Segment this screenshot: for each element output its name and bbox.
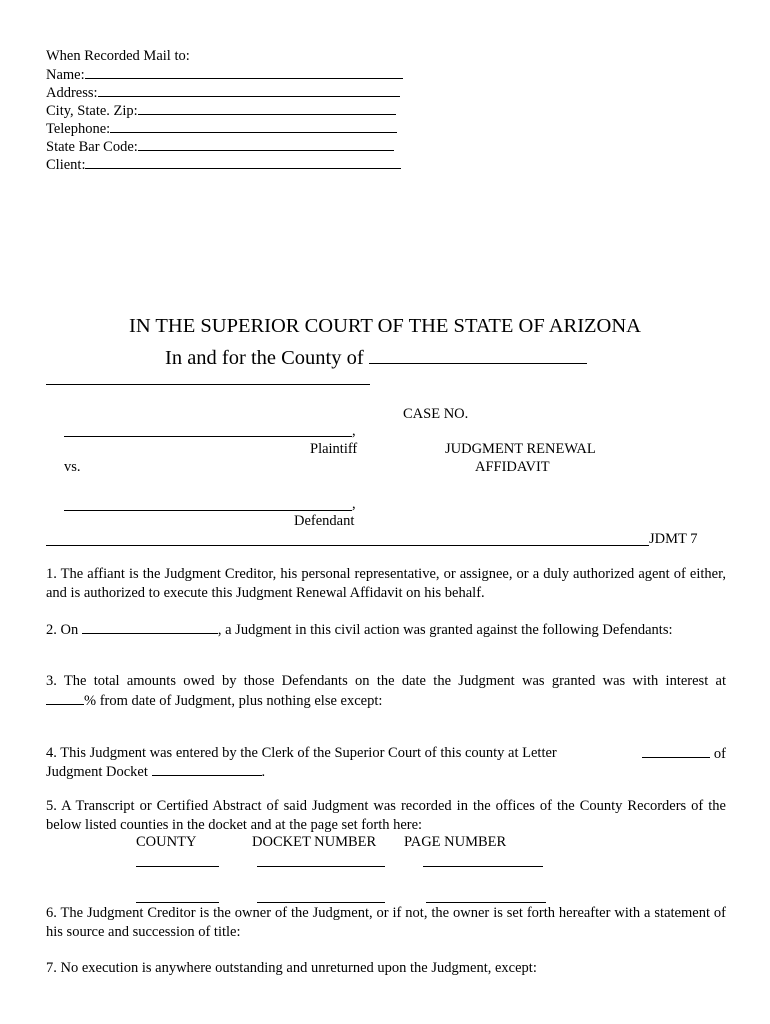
page-number-field-row-2[interactable] [426, 902, 546, 903]
city-state-zip-label: City, State. Zip: [46, 103, 138, 119]
defendant-label: Defendant [294, 513, 355, 529]
county-field-row-2[interactable] [136, 902, 219, 903]
letter-field[interactable] [642, 744, 710, 758]
paragraph-7: 7. No execution is anywhere outstanding and unreturned upon the Judgment, except: [46, 960, 537, 976]
client-label: Client: [46, 157, 86, 173]
state-bar-code-label: State Bar Code: [46, 139, 138, 155]
paragraph-3-line-1: 3. The total amounts owed by those Defendants on the date the Judgment was granted was with interest at [46, 673, 726, 689]
caption-bottom-rule [46, 545, 649, 546]
paragraph-1: 1. The affiant is the Judgment Creditor, his personal representative, or assignee, or a duly authorized agent of either, and is authorized to execute this Judgment Renewal Affidavit on his behalf. [46, 566, 726, 601]
docket-number-field-row-2[interactable] [257, 902, 385, 903]
county-row [165, 345, 587, 367]
defendant-comma: , [352, 496, 356, 512]
name-label: Name: [46, 67, 85, 83]
versus-label: vs. [64, 459, 81, 475]
column-header-page-number: PAGE NUMBER [404, 834, 507, 850]
plaintiff-field[interactable] [64, 436, 352, 437]
paragraph-4-of: of [710, 746, 726, 762]
court-title: IN THE SUPERIOR COURT OF THE STATE OF ARIZONA [129, 315, 641, 337]
city-state-zip-row [46, 101, 396, 120]
state-bar-code-field[interactable] [138, 137, 394, 151]
plaintiff-label: Plaintiff [310, 441, 358, 457]
address-row [46, 83, 400, 102]
telephone-field[interactable] [110, 119, 397, 133]
paragraph-4-period: . [261, 764, 266, 780]
telephone-label: Telephone: [46, 121, 111, 137]
state-bar-code-row [46, 137, 394, 156]
paragraph-4-docket-label: Judgment Docket [46, 764, 152, 780]
case-no-label: CASE NO. [403, 406, 469, 422]
column-header-docket-number: DOCKET NUMBER [252, 834, 377, 850]
address-field[interactable] [98, 83, 400, 97]
paragraph-3-line-2 [46, 691, 382, 710]
client-row [46, 155, 401, 174]
telephone-row [46, 119, 397, 138]
paragraph-2-lead: 2. On [46, 622, 82, 638]
county-label: In and for the County of [165, 347, 364, 369]
paragraph-4-line-1 [46, 744, 726, 763]
paragraph-2 [46, 620, 673, 639]
county-field[interactable] [369, 345, 587, 364]
paragraph-6: 6. The Judgment Creditor is the owner of the Judgment, or if not, the owner is set forth hereafter with a statement of his source and succession of title: [46, 905, 726, 940]
judgment-docket-field[interactable] [152, 762, 262, 776]
column-header-county: COUNTY [136, 834, 197, 850]
interest-rate-field[interactable] [46, 691, 84, 705]
client-field[interactable] [85, 155, 401, 169]
defendant-field[interactable] [64, 510, 352, 511]
paragraph-5: 5. A Transcript or Certified Abstract of said Judgment was recorded in the offices of the County Recorders of the below listed counties in the docket and at the page set forth here: [46, 798, 726, 833]
paragraph-4-lead: 4. This Judgment was entered by the Clerk of the Superior Court of this county at Letter [46, 745, 557, 761]
name-row [46, 65, 403, 84]
document-title-line-1: JUDGMENT RENEWAL [445, 441, 596, 457]
docket-number-field-row-1[interactable] [257, 866, 385, 867]
plaintiff-comma: , [352, 423, 356, 439]
caption-top-rule [46, 384, 370, 385]
paragraph-3-rest: % from date of Judgment, plus nothing else except: [84, 693, 383, 709]
city-state-zip-field[interactable] [138, 101, 396, 115]
paragraph-4-line-2 [46, 762, 265, 781]
address-label: Address: [46, 85, 98, 101]
document-title-line-2: AFFIDAVIT [475, 459, 550, 475]
page-number-field-row-1[interactable] [423, 866, 543, 867]
form-code: JDMT 7 [649, 531, 698, 547]
paragraph-2-rest: , a Judgment in this civil action was granted against the following Defendants: [217, 622, 673, 638]
county-field-row-1[interactable] [136, 866, 219, 867]
name-field[interactable] [85, 65, 403, 79]
judgment-date-field[interactable] [82, 620, 218, 634]
mail-to-heading: When Recorded Mail to: [46, 48, 190, 64]
